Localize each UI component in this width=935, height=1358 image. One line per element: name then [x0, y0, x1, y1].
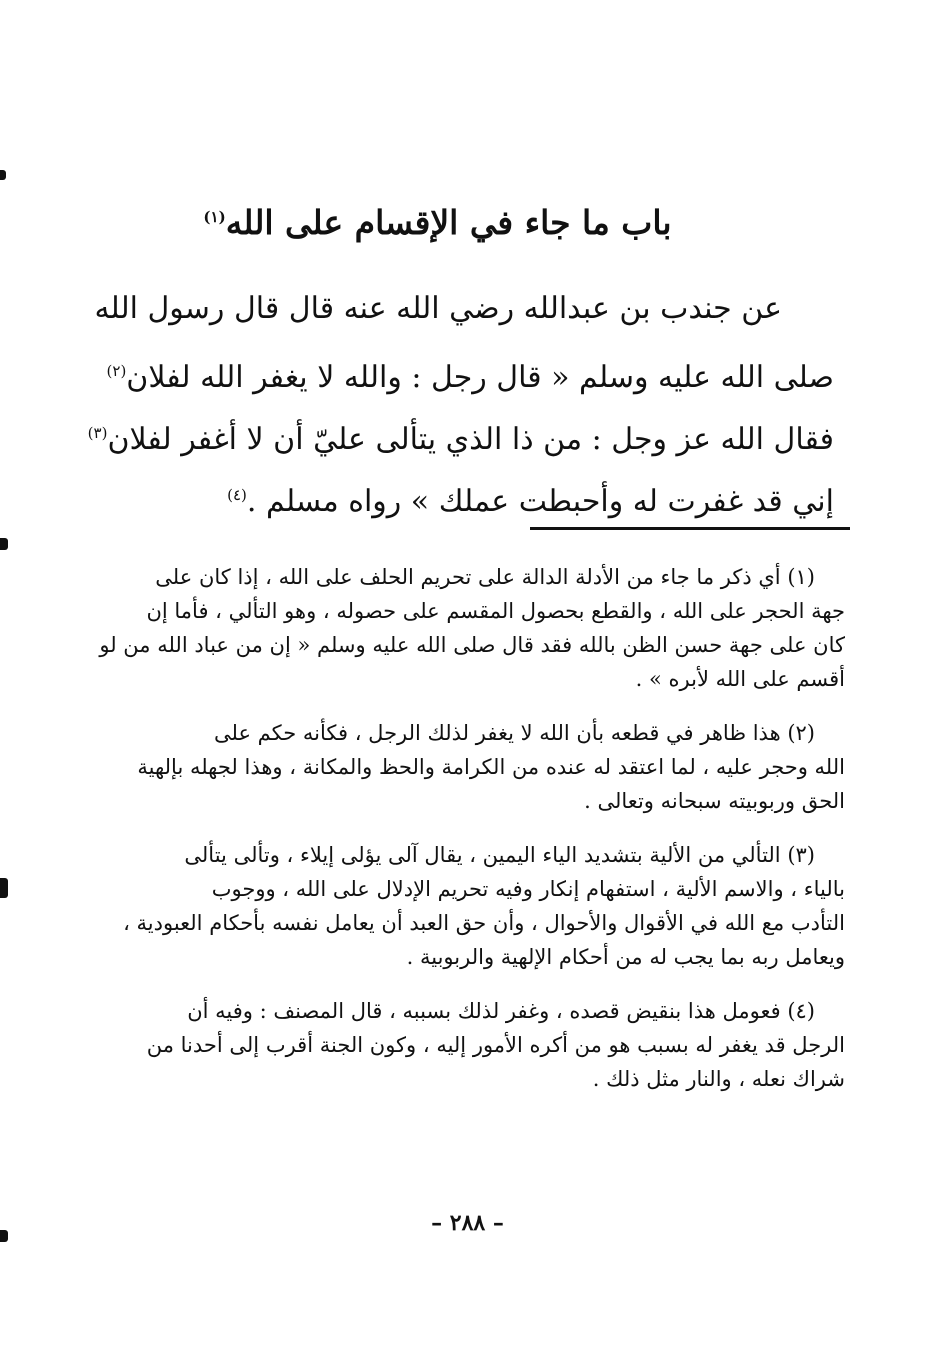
scan-edge-mark [0, 170, 6, 180]
footnote-line: بالياء ، والاسم الألية ، استفهام إنكار وفيه تحريم الإدلال على الله ، ووجوب [211, 877, 845, 901]
footnote-line: ويعامل ربه بما يجب له من أحكام الإلهية والربوبية . [406, 945, 845, 969]
footnote-line: (٣) التألي من الألية بتشديد الياء اليمين ، يقال آلى يؤلى إيلاء ، وتألى يتألى [184, 843, 815, 867]
body-line-text: عن جندب بن عبدالله رضي الله عنه قال قال رسول الله [94, 291, 782, 326]
footnote-line: جهة الحجر على الله ، والقطع بحصول المقسم على حصوله ، وهو التألي ، فأما إن [146, 599, 845, 623]
body-line [94, 278, 834, 340]
footnote-ref: (٤) [227, 486, 247, 504]
footnote-line: الحق وربوبيته سبحانه وتعالى . [584, 789, 845, 813]
footnote-separator [530, 527, 850, 530]
body-line-text: إني قد غفرت له وأحبطت عملك » رواه مسلم . [246, 484, 834, 519]
page-number: – ٢٨٨ – [431, 1210, 504, 1236]
body-line-text: فقال الله عز وجل : من ذا الذي يتألى عليّ أن لا أغفر لفلان [107, 422, 834, 457]
scan-edge-mark [0, 878, 8, 898]
chapter-title-text: باب ما جاء في الإقسام على الله [225, 203, 672, 242]
body-line [112, 464, 834, 526]
footnote-line: (٢) هذا ظاهر في قطعه بأن الله لا يغفر لذلك الرجل ، فكأنه حكم على [214, 721, 815, 745]
body-line [87, 402, 834, 464]
footnote-line: (١) أي ذكر ما جاء من الأدلة الدالة على تحريم الحلف على الله ، إذا كان على [155, 565, 815, 589]
footnote-2 [118, 716, 845, 818]
footnote-line: شراك نعله ، والنار مثل ذلك . [592, 1067, 845, 1091]
footnote-ref: (١) [203, 208, 226, 226]
footnote-line: أقسم على الله لأبره » . [635, 667, 845, 691]
footnote-line: (٤) فعومل هذا بنقيض قصده ، وغفر لذلك بسببه ، قال المصنف : وفيه أن [187, 999, 815, 1023]
body-line-text: صلى الله عليه وسلم « قال رجل : والله لا يغفر الله لفلان [126, 360, 834, 395]
scan-edge-mark [0, 538, 8, 550]
chapter-title [100, 192, 775, 248]
footnote-3 [118, 838, 845, 974]
body-line [106, 340, 834, 402]
footnote-ref: (٢) [106, 362, 127, 380]
footnotes [99, 560, 845, 1116]
footnote-line: الرجل قد يغفر له بسبب هو من أكره الأمور إليه ، وكون الجنة أقرب إلى أحدنا من [146, 1033, 845, 1057]
footnote-line: التأدب مع الله في الأقوال والأحوال ، وأن حق العبد أن يعامل نفسه بأحكام العبودية ، [123, 911, 845, 935]
footnote-ref: (٣) [87, 424, 108, 442]
hadith-text [87, 278, 834, 526]
footnote-line: كان على جهة حسن الظن بالله فقد قال صلى الله عليه وسلم « إن من عباد الله من لو [99, 633, 845, 657]
footnote-1 [99, 560, 845, 696]
footnote-line: الله وحجر عليه ، لما اعتقد له عنده من الكرامة والحظ والمكانة ، وهذا لجهله بإلهية [137, 755, 845, 779]
footnote-4 [118, 994, 845, 1096]
